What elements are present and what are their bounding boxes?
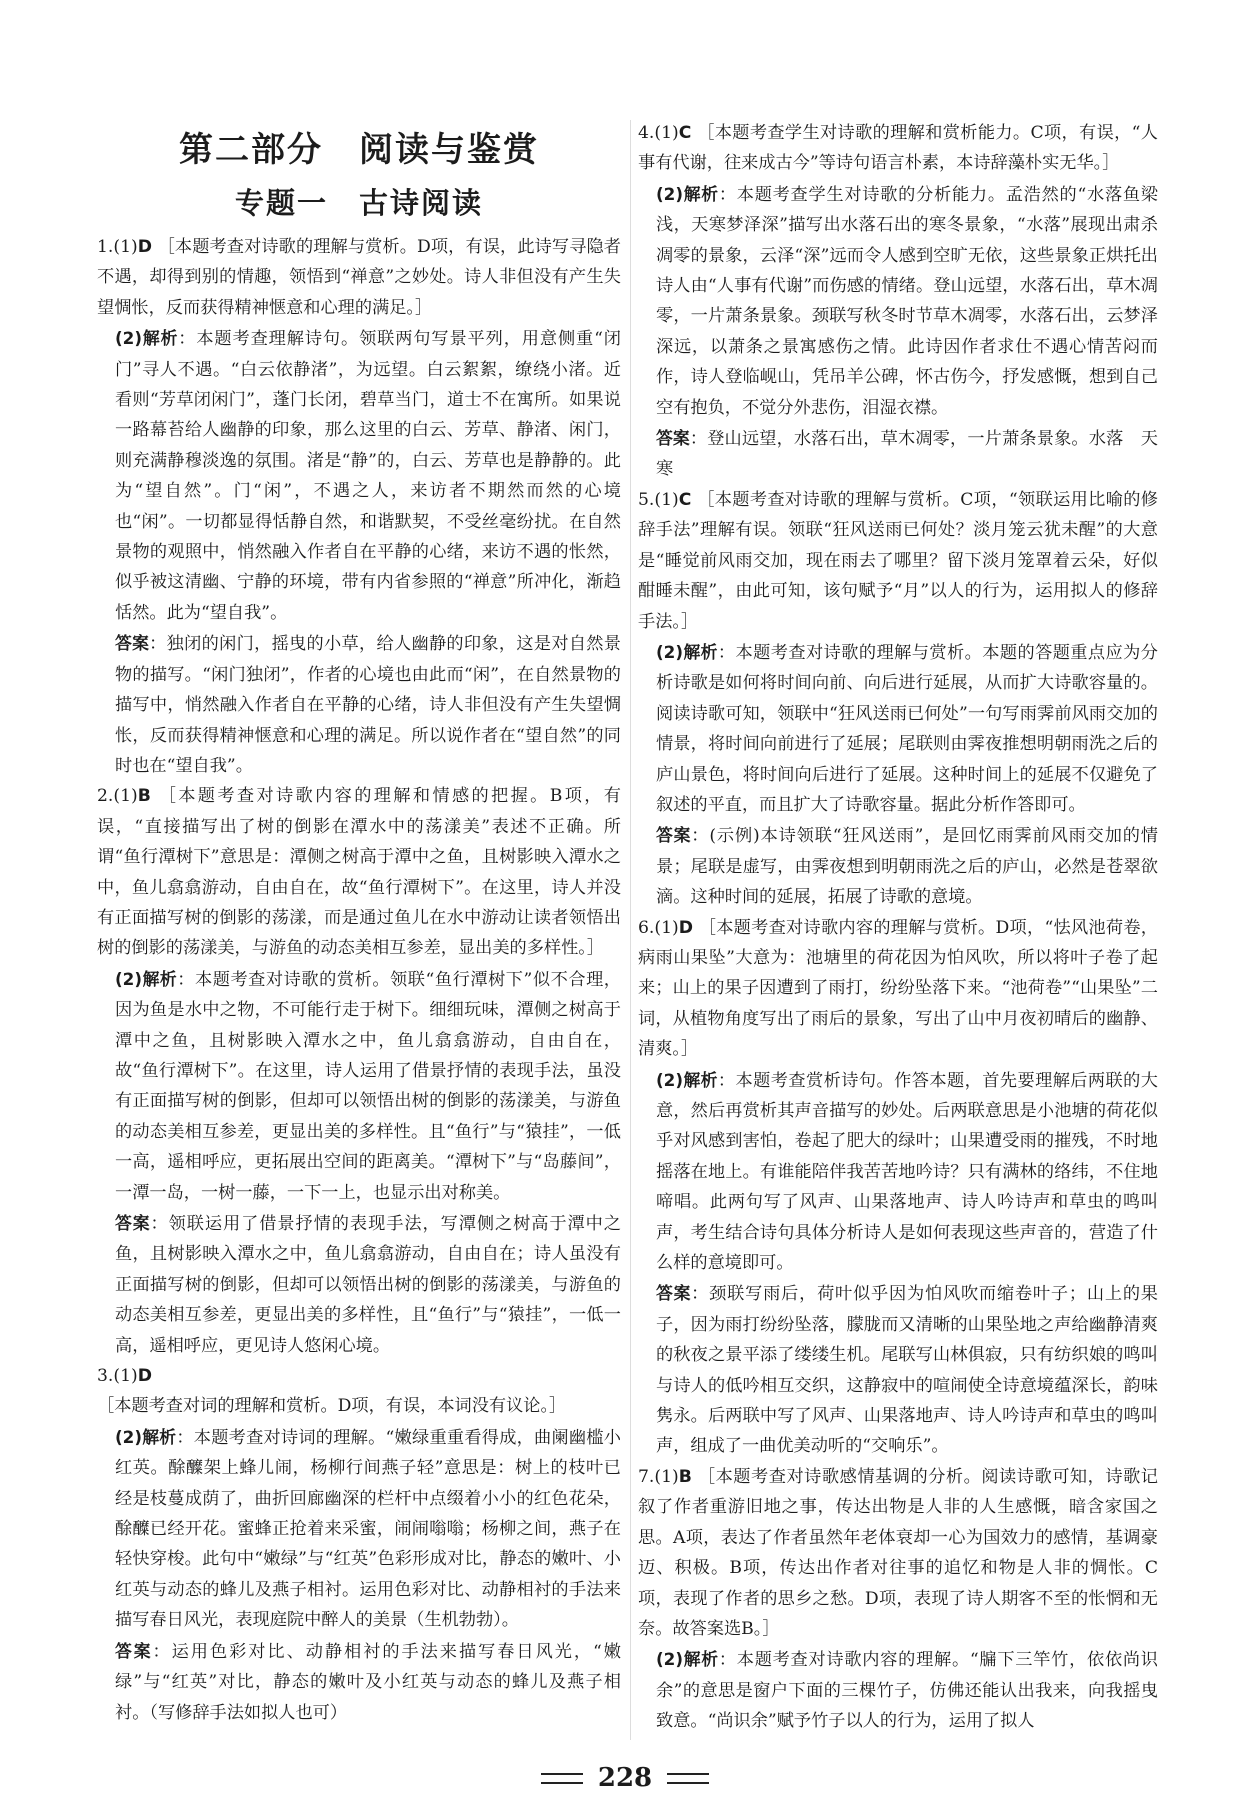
keyword-label: (2)解析 <box>656 1069 718 1090</box>
column-divider <box>630 120 631 1740</box>
answer-letter: D <box>137 1366 153 1387</box>
paragraph-text: ：登山远望，水落石出，草木凋零，一片萧条景象。水落 天寒 <box>656 429 1158 480</box>
keyword-label: 答案 <box>115 1213 151 1233</box>
question-number: 4.(1) <box>638 123 679 143</box>
paragraph-text: ：本题考查学生对诗歌的分析能力。孟浩然的“水落鱼梁浅，天寒梦泽深”描写出水落石出的寒冬景象，“水落”展现出肃杀凋零的景象，云泽“深”远而令人感到空旷无依，这些景象正烘托出诗人由“人事有代谢”而伤感的情绪。登山远望，水落石出，草木凋零，一片萧条景象。颈联写秋冬时节草木凋零，水落石出，云梦泽深远，以萧条之景寓感伤之情。此诗因作者求仕不遇心情苦闷而作，诗人登临岘山，凭吊羊公碑，怀古伤今，抒发感慨，想到自己空有抱负，不觉分外悲伤，泪湿衣襟。 <box>656 184 1158 418</box>
question-answer-item <box>638 913 1158 1065</box>
answer-letter: C <box>678 489 692 510</box>
keyword-label: 答案 <box>115 1640 153 1661</box>
paragraph-text: ［本题考查学生对诗歌的理解和赏析能力。C项，有误，“人事有代谢，往来成古今”等诗句语言朴素，本诗辞藻朴实无华。］ <box>638 123 1158 174</box>
keyword-label: 答案 <box>115 633 150 654</box>
right-column-body <box>638 118 1158 1737</box>
paragraph-text: ［本题考查对诗歌感情基调的分析。阅读诗歌可知，诗歌记叙了作者重游旧地之事，传达出物是人非的人生感慨，暗含家国之思。A项，表达了作者虽然年老体衰却一心为国效力的感情，基调豪迈、积极。B项，传达出作者对往事的追忆和物是人非的惆怅。C项，表现了作者的思乡之愁。D项，表现了诗人期客不至的怅惘和无奈。故答案选B。］ <box>638 1466 1158 1639</box>
keyword-label: (2)解析 <box>115 1426 177 1447</box>
page-number: 228 <box>597 1763 653 1793</box>
keyword-label: 答案 <box>656 428 690 449</box>
question-explanation <box>638 423 1158 485</box>
paragraph-text: ［本题考查对诗歌的理解与赏析。D项，有误，此诗写寻隐者不遇，却得到别的情趣，领悟到“禅意”之妙处。诗人非但没有产生失望惆怅，反而获得精神惬意和心理的满足。］ <box>97 237 621 318</box>
question-explanation <box>638 637 1158 820</box>
footer-rule-right <box>667 1773 709 1784</box>
question-answer-item <box>638 1462 1158 1644</box>
footer-rule-left <box>541 1773 583 1784</box>
paragraph-text: ：颈联写雨后，荷叶似乎因为怕风吹而缩卷叶子；山上的果子，因为雨打纷纷坠落，朦胧而又清晰的山果坠地之声给幽静清爽的秋夜之景平添了缕缕生机。尾联写山林俱寂，只有纺织娘的鸣叫与诗人的低吟相互交织，这静寂中的喧闹使全诗意境蕴深长，韵味隽永。后两联中写了风声、山果落地声、诗人吟诗声和草虫的鸣叫声，组成了一曲优美动听的“交响乐”。 <box>656 1284 1158 1457</box>
keyword-label: 答案 <box>656 1283 692 1304</box>
keyword-label: (2)解析 <box>115 968 178 989</box>
paragraph-text: ：本题考查理解诗句。领联两句写景平列，用意侧重“闭门”寻人不遇。“白云依静渚”，为远望。白云絮絮，缭绕小渚。近看则“芳草闭闲门”，蓬门长闭，碧草当门，道士不在寓所。如果说一路幕苔给人幽静的印象，那么这里的白云、芳草、静渚、闲门，则充满静穆淡逸的氛围。渚是“静”的，白云、芳草也是静静的。此为“望自然”。门“闲”，不遇之人，来访者不期然而然的心境也“闲”。一切都显得恬静自然，和谐默契，不受丝毫纷扰。在自然景物的观照中，悄然融入作者自在平静的心绪，来访不遇的怅然，似乎被这清幽、宁静的环境，带有内省参照的“禅意”所冲化，渐趋恬然。此为“望自我”。 <box>115 329 621 623</box>
question-explanation <box>638 1065 1158 1279</box>
question-answer-item <box>97 781 621 963</box>
paragraph-text: ：领联运用了借景抒情的表现手法，写潭侧之树高于潭中之鱼，且树影映入潭水之中，鱼儿翕翕游动，自由自在；诗人虽没有正面描写树的倒影，但却可以领悟出树的倒影的荡漾美，与游鱼的动态美相互参差，更显出美的多样性，且“鱼行”与“猿挂”，一低一高，遥相呼应，更见诗人悠闲心境。 <box>115 1214 621 1356</box>
page-footer <box>0 1763 1250 1793</box>
left-column <box>97 118 621 1728</box>
answer-letter: B <box>678 1466 692 1487</box>
answer-letter: D <box>137 237 153 257</box>
question-explanation <box>97 1636 621 1728</box>
question-explanation <box>97 1422 621 1636</box>
paragraph-text: ：独闭的闲门，摇曳的小草，给人幽静的印象，这是对自然景物的描写。“闲门独闭”，作者的心境也由此而“闲”，在自然景物的描写中，悄然融入作者自在平静的心绪，诗人非但没有产生失望惆怅，反而获得精神惬意和心理的满足。所以说作者在“望自然”的同时也在“望自我”。 <box>115 634 621 776</box>
question-explanation <box>638 820 1158 912</box>
keyword-label: (2)解析 <box>115 328 179 349</box>
question-number: 3.(1) <box>97 1366 138 1387</box>
question-answer-item <box>97 1361 621 1422</box>
keyword-label: (2)解析 <box>656 641 718 662</box>
question-explanation <box>97 964 621 1208</box>
question-number: 7.(1) <box>638 1466 679 1487</box>
question-answer-item <box>97 232 621 323</box>
question-number: 2.(1) <box>97 786 138 807</box>
paragraph-text: ：本题考查对诗词的理解。“嫩绿重重看得成，曲阑幽槛小红英。酴醾架上蜂儿闹，杨柳行间燕子轻”意思是：树上的枝叶已经是枝蔓成荫了，曲折回廊幽深的栏杆中点缀着小小的红色花朵，酴醾已经开花。蜜蜂正抢着来采蜜，闹闹嗡嗡；杨柳之间，燕子在轻快穿梭。此句中“嫩绿”与“红英”色彩形成对比，静态的嫩叶、小红英与动态的蜂儿及燕子相衬。运用色彩对比、动静相衬的手法来描写春日风光，表现庭院中醉人的美景（生机勃勃）。 <box>115 1427 621 1631</box>
right-column <box>638 118 1158 1737</box>
paragraph-text: ：本题考查对诗歌的理解与赏析。本题的答题重点应为分析诗歌是如何将时间向前、向后进行延展，从而扩大诗歌容量的。阅读诗歌可知，领联中“狂风送雨已何处”一句写雨霁前风雨交加的情景，将时间向前进行了延展；尾联则由霁夜推想明朝雨洗之后的庐山景色，将时间向后进行了延展。这种时间上的延展不仅避免了叙述的平直，而且扩大了诗歌容量。据此分析作答即可。 <box>656 642 1158 815</box>
question-explanation <box>97 1208 621 1361</box>
question-explanation <box>638 1278 1158 1461</box>
answer-letter: D <box>678 917 694 938</box>
paragraph-text: ：(示例)本诗领联“狂风送雨”，是回忆雨霁前风雨交加的情景；尾联是虚写，由霁夜想到明朝雨洗之后的庐山，必然是苍翠欲滴。这种时间的延展，拓展了诗歌的意境。 <box>656 826 1158 908</box>
question-answer-item <box>638 118 1158 179</box>
answer-letter: B <box>137 786 151 807</box>
question-explanation <box>97 323 621 628</box>
paragraph-text: ：本题考查对诗歌内容的理解。“牖下三竿竹，依依尚识余”的意思是窗户下面的三棵竹子，仿佛还能认出我来，向我摇曳致意。“尚识余”赋予竹子以人的行为，运用了拟人 <box>656 1650 1158 1732</box>
paragraph-text: ［本题考查对诗歌的理解与赏析。C项，“领联运用比喻的修辞手法”理解有误。领联“狂风送雨已何处？淡月笼云犹未醒”的大意是“睡觉前风雨交加，现在雨去了哪里？留下淡月笼罩着云朵，好似酣睡未醒”，由此可知，该句赋予“月”以人的行为，运用拟人的修辞手法。］ <box>638 489 1158 632</box>
question-number: 6.(1) <box>638 917 679 938</box>
answer-letter: C <box>678 123 692 143</box>
topic-title: 专题一 古诗阅读 <box>234 186 483 220</box>
question-explanation <box>638 179 1158 423</box>
keyword-label: (2)解析 <box>656 1649 719 1670</box>
question-explanation <box>97 628 621 781</box>
paragraph-text: ：运用色彩对比、动静相衬的手法来描写春日风光，“嫩绿”与“红英”对比，静态的嫩叶及小红英与动态的蜂儿及燕子相衬。（写修辞手法如拟人也可） <box>115 1641 621 1723</box>
question-explanation <box>638 1644 1158 1736</box>
paragraph-text: ：本题考查对诗歌的赏析。领联“鱼行潭树下”似不合理，因为鱼是水中之物，不可能行走于树下。细细玩味，潭侧之树高于潭中之鱼，且树影映入潭水之中，鱼儿翕翕游动，自由自在，故“鱼行潭树下”。在这里，诗人运用了借景抒情的表现手法，虽没有正面描写树的倒影，但却可以领悟出树的倒影的荡漾美，与游鱼的动态美相互参差，更显出美的多样性。且“鱼行”与“猿挂”，一低一高，遥相呼应，更拓展出空间的距离美。“潭树下”与“岛藤间”，一潭一岛，一树一藤，一下一上，也显示出对称美。 <box>115 969 621 1203</box>
paragraph-text: ：本题考查赏析诗句。作答本题，首先要理解后两联的大意，然后再赏析其声音描写的妙处。后两联意思是小池塘的荷花似乎对风感到害怕，卷起了肥大的绿叶；山果遭受雨的摧残，不时地摇落在地上。有谁能陪伴我苦苦地吟诗？只有满林的络纬，不住地啼唱。此两句写了风声、山果落地声、诗人吟诗声和草虫的鸣叫声，考生结合诗句具体分析诗人是如何表现这些声音的，营造了什么样的意境即可。 <box>656 1070 1158 1274</box>
paragraph-text: ［本题考查对诗歌内容的理解和情感的把握。B项，有误，“直接描写出了树的倒影在潭水中的荡漾美”表述不正确。所谓“鱼行潭树下”意思是：潭侧之树高于潭中之鱼，且树影映入潭水之中，鱼儿翕翕游动，自由自在，故“鱼行潭树下”。在这里，诗人并没有正面描写树的倒影的荡漾，而是通过鱼儿在水中游动让读者领悟出树的倒影的荡漾美，与游鱼的动态美相互参差，显出美的多样性。］ <box>97 786 621 959</box>
question-answer-item <box>638 485 1158 637</box>
keyword-label: (2)解析 <box>656 183 719 204</box>
keyword-label: 答案 <box>656 825 692 846</box>
paragraph-text: ［本题考查对诗歌内容的理解与赏析。D项，“怯风池荷卷，病雨山果坠”大意为：池塘里的荷花因为怕风吹，所以将叶子卷了起来；山上的果子因遭到了雨打，纷纷坠落下来。“池荷卷”“山果坠”二词，从植物角度写出了雨后的景象，写出了山中月夜初晴后的幽静、清爽。］ <box>638 917 1158 1060</box>
part-title: 第二部分 阅读与鉴赏 <box>179 130 539 170</box>
left-column-body <box>97 232 621 1728</box>
paragraph-text: ［本题考查对词的理解和赏析。D项，有误，本词没有议论。］ <box>97 1396 567 1417</box>
question-number: 1.(1) <box>97 237 138 257</box>
question-number: 5.(1) <box>638 489 679 510</box>
